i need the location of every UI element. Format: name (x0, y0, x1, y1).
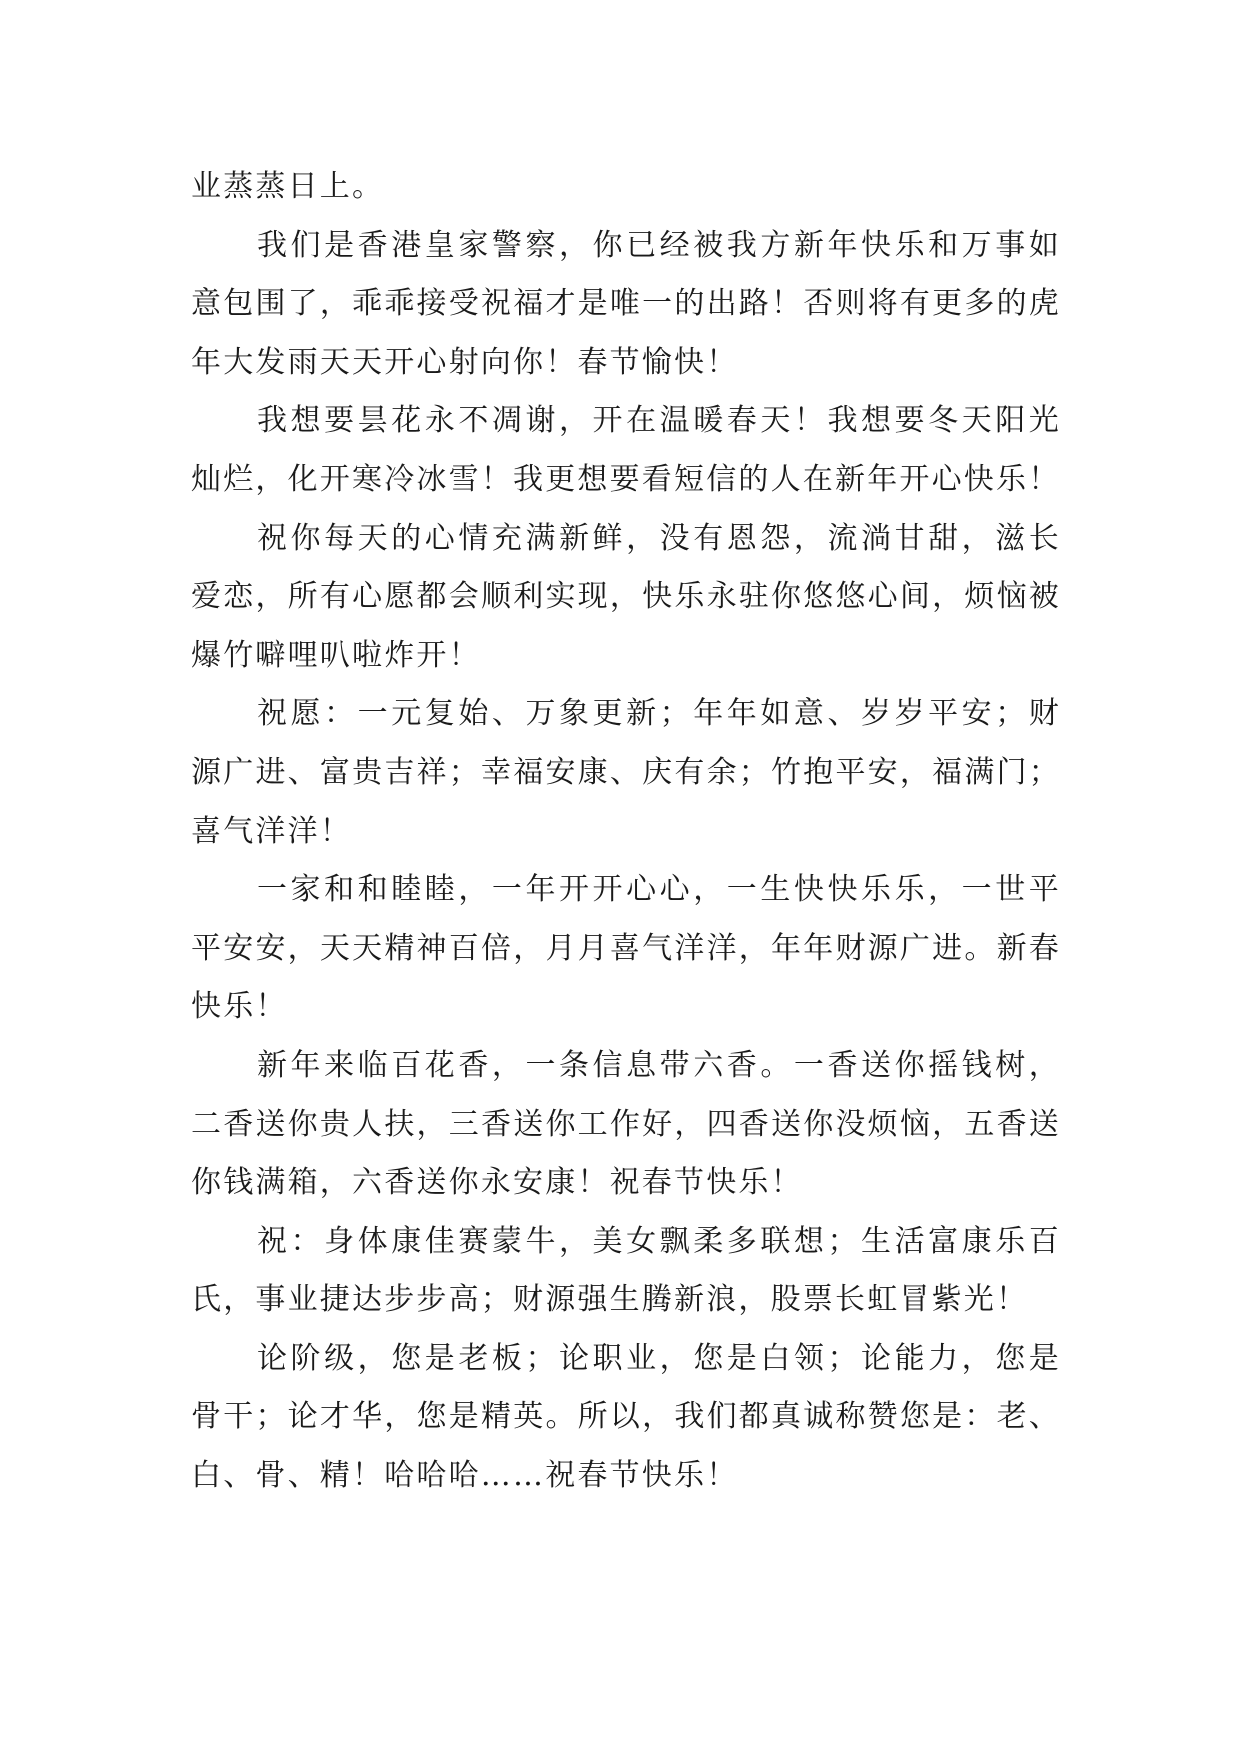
paragraph-continued: 业蒸蒸日上。 (191, 169, 385, 204)
document-body (191, 158, 1061, 1506)
paragraph: 祝你每天的心情充满新鲜，没有恩怨，流淌甘甜，滋长爱恋，所有心愿都会顺利实现，快乐永驻你悠悠心间，烦恼被爆竹噼哩叭啦炸开！ (191, 520, 1061, 673)
paragraph: 我们是香港皇家警察，你已经被我方新年快乐和万事如意包围了，乖乖接受祝福才是唯一的出路！否则将有更多的虎年大发雨天天开心射向你！春节愉快！ (191, 227, 1061, 380)
paragraph: 一家和和睦睦，一年开开心心，一生快快乐乐，一世平平安安，天天精神百倍，月月喜气洋洋，年年财源广进。新春快乐！ (191, 872, 1061, 1025)
paragraph: 论阶级，您是老板；论职业，您是白领；论能力，您是骨干；论才华，您是精英。所以，我们都真诚称赞您是：老、白、骨、精！哈哈哈……祝春节快乐！ (191, 1340, 1061, 1494)
paragraph: 祝愿：一元复始、万象更新；年年如意、岁岁平安；财源广进、富贵吉祥；幸福安康、庆有余；竹抱平安，福满门；喜气洋洋！ (191, 696, 1061, 849)
paragraph: 我想要昙花永不凋谢，开在温暖春天！我想要冬天阳光灿烂，化开寒冷冰雪！我更想要看短信的人在新年开心快乐！ (191, 403, 1061, 497)
paragraph: 新年来临百花香，一条信息带六香。一香送你摇钱树，二香送你贵人扶，三香送你工作好，四香送你没烦恼，五香送你钱满箱，六香送你永安康！祝春节快乐！ (191, 1047, 1061, 1201)
paragraph: 祝：身体康佳赛蒙牛，美女飘柔多联想；生活富康乐百氏，事业捷达步步高；财源强生腾新浪，股票长虹冒紫光！ (191, 1223, 1061, 1318)
